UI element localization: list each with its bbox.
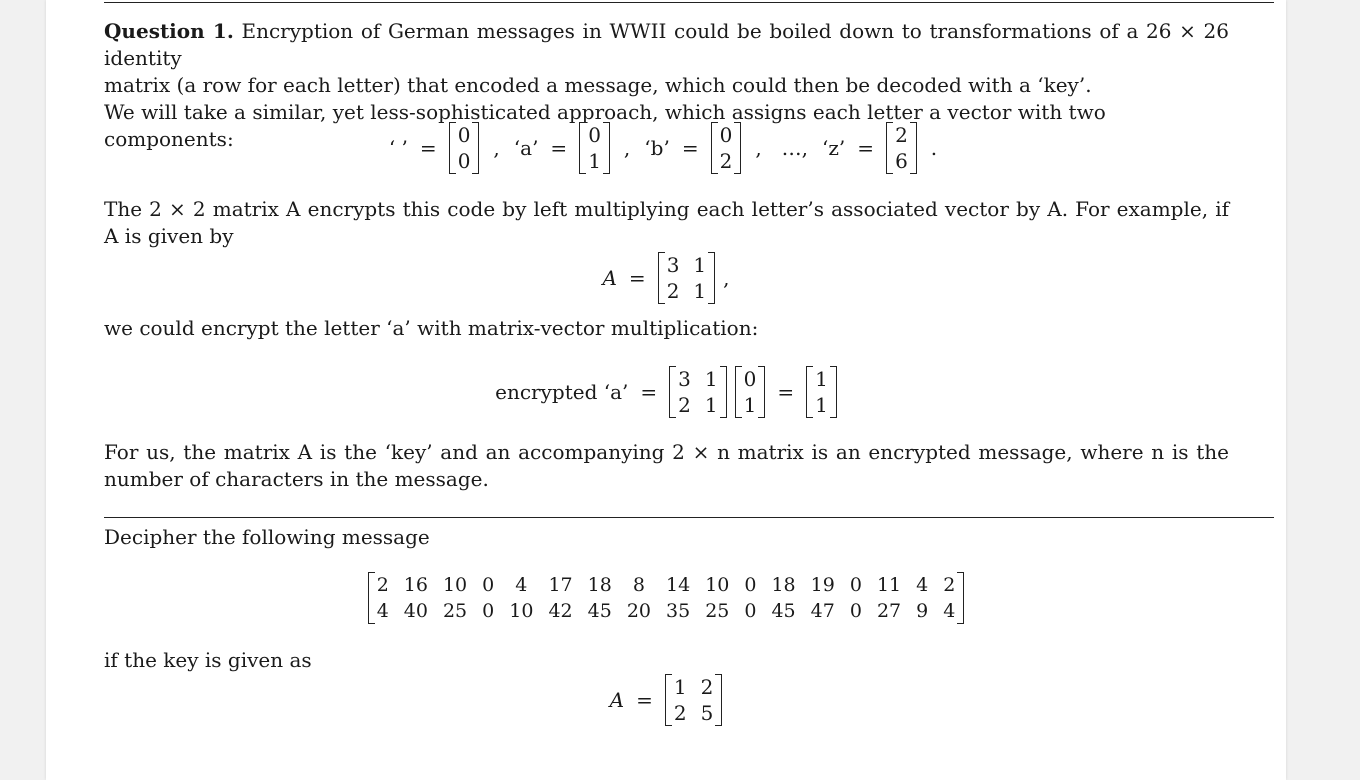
matrix-entry: 25 <box>705 600 730 622</box>
matrix-entry: 16 <box>403 574 428 596</box>
vector-entry: 2 <box>719 149 733 173</box>
matrix-entry: 14 <box>666 574 691 596</box>
message-matrix <box>368 572 965 624</box>
matrix-entry: 2 <box>673 701 687 725</box>
encrypted-a-equation: encrypted ‘a’ = 3 1 2 1 0 1 = 1 1 <box>46 362 1286 422</box>
matrix-entry: 2 <box>700 675 714 699</box>
matrix-entry: 2 <box>376 574 389 596</box>
paragraph-encrypt-example <box>104 315 1229 342</box>
message-matrix-row <box>46 568 1286 628</box>
example-key-matrix <box>658 252 715 304</box>
intro-line-2: matrix (a row for each letter) that encoded a message, which could then be decoded with a ‘key’. <box>104 73 1092 97</box>
intro-line-1: Encryption of German messages in WWII could be boiled down to transformations of a 26 × 26 identity <box>104 19 1229 70</box>
letter-vector <box>711 122 742 174</box>
matrix-entry: 18 <box>587 574 612 596</box>
matrix-entry: 35 <box>666 600 691 622</box>
matrix-entry: 0 <box>849 600 862 622</box>
intro-line-3: We will take a similar, yet less-sophisticated approach, which assigns each letter a vector with two components: <box>104 100 1106 151</box>
mapping-item: ‘ ’ = 0 0 <box>389 122 480 174</box>
letter-label: ‘b’ <box>644 136 670 160</box>
vector-entry: 0 <box>457 123 471 147</box>
example-key-equation: A = 3 1 2 1 , <box>602 253 730 303</box>
matrix-entry: 0 <box>744 600 757 622</box>
key-prompt: if the key is given as <box>104 648 312 672</box>
matrix-entry: 10 <box>442 574 468 596</box>
matrix-entry: 1 <box>704 393 718 417</box>
matrix-entry: 11 <box>876 574 902 596</box>
matrix-entry: 4 <box>916 574 929 596</box>
document-page <box>46 0 1286 780</box>
paragraph-text: For us, the matrix A is the ‘key’ and an accompanying 2 × n matrix is an encrypted message, where n is the number of characters in the message. <box>104 440 1229 491</box>
matrix-entry: 5 <box>700 701 714 725</box>
letter-label: ‘a’ <box>513 136 539 160</box>
key-matrix <box>665 674 722 726</box>
mapping-item: ‘a’ = 0 1 <box>514 122 610 174</box>
matrix-entry: 3 <box>666 253 680 277</box>
vector-entry: 6 <box>895 149 908 173</box>
matrix-entry: 10 <box>705 574 730 596</box>
paragraph-text: The 2 × 2 matrix A encrypts this code by left multiplying each letter’s associated vector by A. For example, if A is given by <box>104 197 1229 248</box>
vector-entry: 2 <box>895 123 908 147</box>
decipher-prompt: Decipher the following message <box>104 525 430 549</box>
ellipsis: …, <box>781 136 809 160</box>
matrix-entry: 10 <box>509 600 534 622</box>
matrix-entry: 1 <box>704 367 718 391</box>
mapping-item: ‘b’ = 0 2 <box>644 122 741 174</box>
letter-vector-mapping <box>46 117 1286 179</box>
matrix-entry: 2 <box>666 279 680 303</box>
matrix-entry: 8 <box>632 574 645 596</box>
matrix-entry: 25 <box>442 600 468 622</box>
encrypt-vector <box>735 366 766 418</box>
vector-entry: 0 <box>743 367 757 391</box>
matrix-entry: 45 <box>587 600 612 622</box>
vector-entry: 1 <box>588 149 601 173</box>
matrix-entry: 27 <box>876 600 902 622</box>
key-name: A <box>602 266 617 290</box>
matrix-entry: 4 <box>376 600 389 622</box>
section-rule <box>104 517 1274 518</box>
matrix-entry: 2 <box>943 574 956 596</box>
key-equation: A = 1 2 2 5 <box>46 670 1286 730</box>
matrix-entry: 0 <box>849 574 862 596</box>
matrix-entry: 20 <box>626 600 651 622</box>
encrypted-label: encrypted ‘a’ <box>495 380 629 404</box>
matrix-entry: 1 <box>693 279 707 303</box>
matrix-entry: 19 <box>810 574 835 596</box>
vector-entry: 1 <box>743 393 757 417</box>
matrix-entry: 0 <box>482 574 495 596</box>
matrix-entry: 42 <box>548 600 573 622</box>
letter-vector <box>449 122 480 174</box>
mapping-row: ‘ ’ = 0 0 , ‘a’ = 0 1 , ‘b’ = 0 2 , …, ‘z’ = 2 6 . <box>388 123 938 173</box>
letter-vector <box>886 122 917 174</box>
vector-entry: 0 <box>588 123 601 147</box>
matrix-entry: 3 <box>678 367 691 391</box>
matrix-entry: 40 <box>403 600 428 622</box>
letter-label: ‘ ’ <box>388 136 408 160</box>
matrix-entry: 17 <box>548 574 573 596</box>
encrypt-key-matrix <box>669 366 726 418</box>
vector-entry: 0 <box>457 149 471 173</box>
matrix-entry: 9 <box>916 600 929 622</box>
vector-entry: 0 <box>719 123 733 147</box>
matrix-entry: 47 <box>810 600 835 622</box>
matrix-entry: 2 <box>678 393 691 417</box>
matrix-entry: 1 <box>693 253 707 277</box>
top-rule <box>104 2 1274 3</box>
letter-vector <box>579 122 610 174</box>
paragraph-encrypt-description <box>104 196 1229 250</box>
question-label: Question 1. <box>104 19 234 43</box>
vector-entry: 1 <box>815 367 828 391</box>
matrix-entry: 1 <box>673 675 687 699</box>
matrix-entry: 0 <box>482 600 495 622</box>
matrix-entry: 4 <box>515 574 528 596</box>
mapping-item: ‘z’ = 2 6 <box>822 122 917 174</box>
matrix-entry: 45 <box>771 600 796 622</box>
matrix-entry: 0 <box>744 574 757 596</box>
matrix-entry: 4 <box>943 600 956 622</box>
paragraph-text: we could encrypt the letter ‘a’ with matrix-vector multiplication: <box>104 316 759 340</box>
letter-label: ‘z’ <box>822 136 846 160</box>
key-name: A <box>609 688 625 712</box>
vector-entry: 1 <box>815 393 828 417</box>
encrypt-result <box>806 366 837 418</box>
paragraph-key-definition <box>104 439 1229 493</box>
matrix-entry: 18 <box>771 574 796 596</box>
